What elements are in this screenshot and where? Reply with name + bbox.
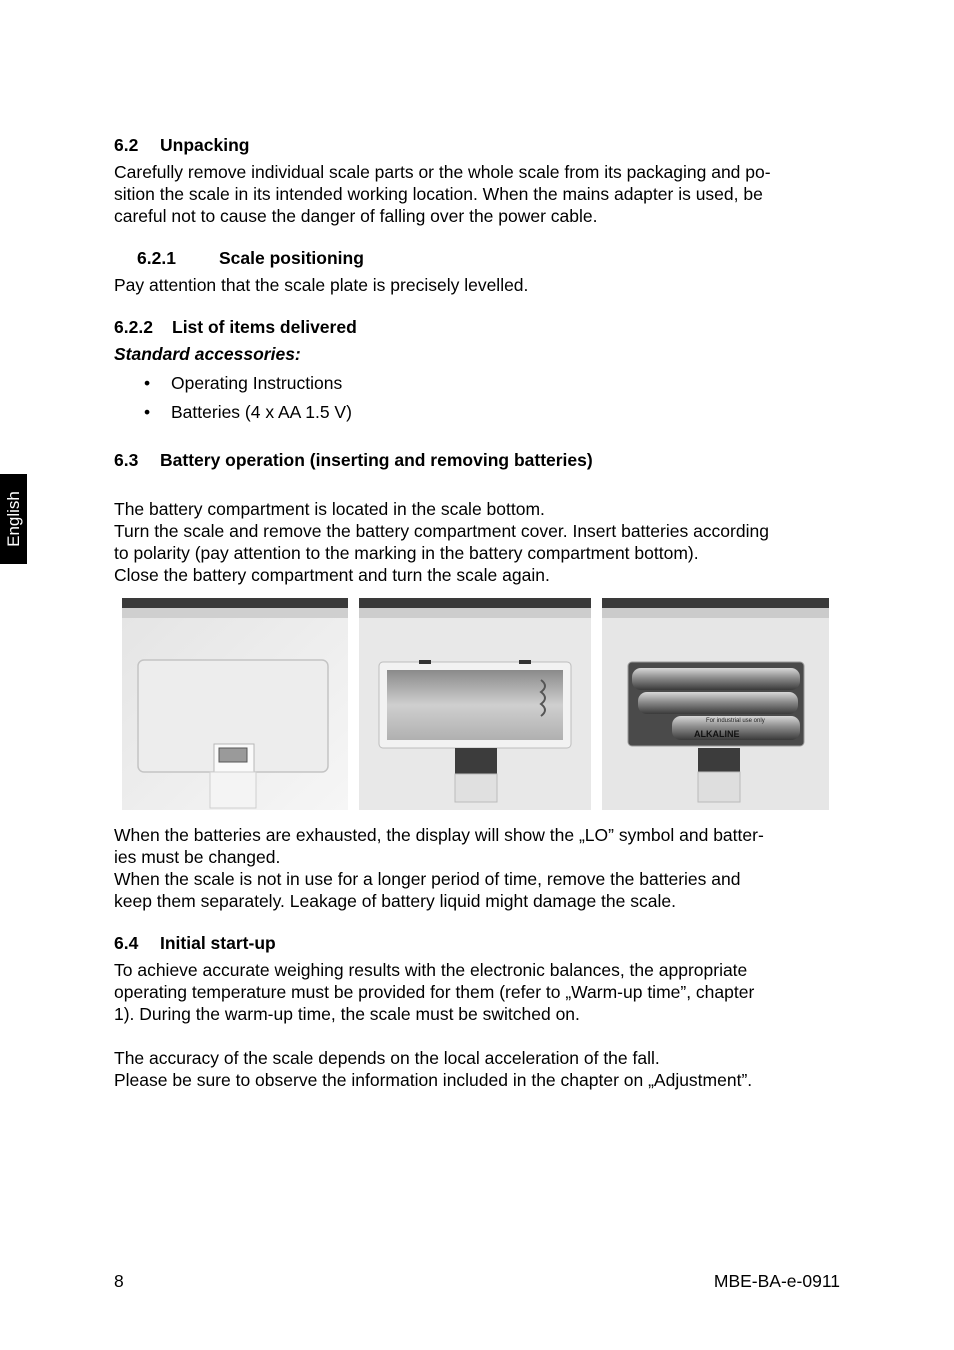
- document-id: MBE-BA-e-0911: [713, 1271, 840, 1291]
- text-line: Turn the scale and remove the battery compartment cover. Insert batteries according: [114, 521, 769, 541]
- paragraph-positioning: [114, 274, 840, 296]
- list-item-label: Operating Instructions: [171, 373, 343, 393]
- heading-title: Battery operation (inserting and removing batteries): [160, 450, 593, 470]
- heading-6-3: [114, 450, 593, 471]
- heading-6-4: [114, 933, 276, 954]
- text-line: Pay attention that the scale plate is precisely levelled.: [114, 275, 529, 295]
- photo-compartment-open: [359, 598, 591, 810]
- text-line: to polarity (pay attention to the marking in the battery compartment bottom).: [114, 543, 699, 563]
- text-line: The battery compartment is located in the scale bottom.: [114, 499, 545, 519]
- text-line: Carefully remove individual scale parts or the whole scale from its packaging and po-: [114, 162, 771, 182]
- accessories-subtitle: Standard accessories:: [114, 344, 301, 364]
- text-line: When the scale is not in use for a longer period of time, remove the batteries and: [114, 869, 741, 889]
- battery-label-text: For industrial use only: [706, 718, 765, 724]
- list-item: [144, 402, 352, 423]
- text-line: To achieve accurate weighing results with the electronic balances, the appropriate: [114, 960, 748, 980]
- heading-number: 6.2.1: [137, 248, 176, 268]
- text-line: ies must be changed.: [114, 847, 281, 867]
- bullet-icon: •: [144, 373, 151, 393]
- paragraph-accuracy: [114, 1047, 840, 1091]
- heading-6-2-1: [137, 248, 364, 269]
- list-item-label: Batteries (4 x AA 1.5 V): [171, 402, 352, 422]
- bullet-icon: •: [144, 402, 151, 422]
- heading-title: Initial start-up: [160, 933, 276, 953]
- paragraph-unpacking: [114, 161, 840, 227]
- text-line: The accuracy of the scale depends on the local acceleration of the fall.: [114, 1048, 660, 1068]
- text-line: operating temperature must be provided for them (refer to „Warm-up time”, chapter: [114, 982, 755, 1002]
- paragraph-battery-exhausted: [114, 824, 840, 912]
- heading-number: 6.2.2: [114, 317, 153, 337]
- battery-brand-text: ALKALINE: [694, 729, 740, 739]
- list-item: [144, 373, 342, 394]
- photo-compartment-closed: [122, 598, 348, 810]
- heading-title: Scale positioning: [219, 248, 364, 268]
- paragraph-startup: [114, 959, 840, 1025]
- heading-number: 6.2: [114, 135, 139, 155]
- language-tab: [0, 474, 27, 564]
- text-line: careful not to cause the danger of falling over the power cable.: [114, 206, 598, 226]
- heading-6-2-2: [114, 317, 357, 338]
- text-line: When the batteries are exhausted, the display will show the „LO” symbol and batter-: [114, 825, 764, 845]
- heading-number: 6.3: [114, 450, 139, 470]
- text-line: sition the scale in its intended working location. When the mains adapter is used, be: [114, 184, 763, 204]
- page-number: 8: [114, 1271, 124, 1291]
- heading-6-2: [114, 135, 249, 156]
- text-line: Please be sure to observe the information included in the chapter on „Adjustment”.: [114, 1070, 753, 1090]
- language-tab-label: English: [3, 491, 23, 547]
- text-line: Close the battery compartment and turn the scale again.: [114, 565, 550, 585]
- text-line: keep them separately. Leakage of battery liquid might damage the scale.: [114, 891, 676, 911]
- paragraph-battery: [114, 498, 840, 586]
- text-line: 1). During the warm-up time, the scale must be switched on.: [114, 1004, 580, 1024]
- heading-number: 6.4: [114, 933, 139, 953]
- photo-batteries-inserted: [602, 598, 829, 810]
- heading-title: Unpacking: [160, 135, 250, 155]
- heading-title: List of items delivered: [172, 317, 357, 337]
